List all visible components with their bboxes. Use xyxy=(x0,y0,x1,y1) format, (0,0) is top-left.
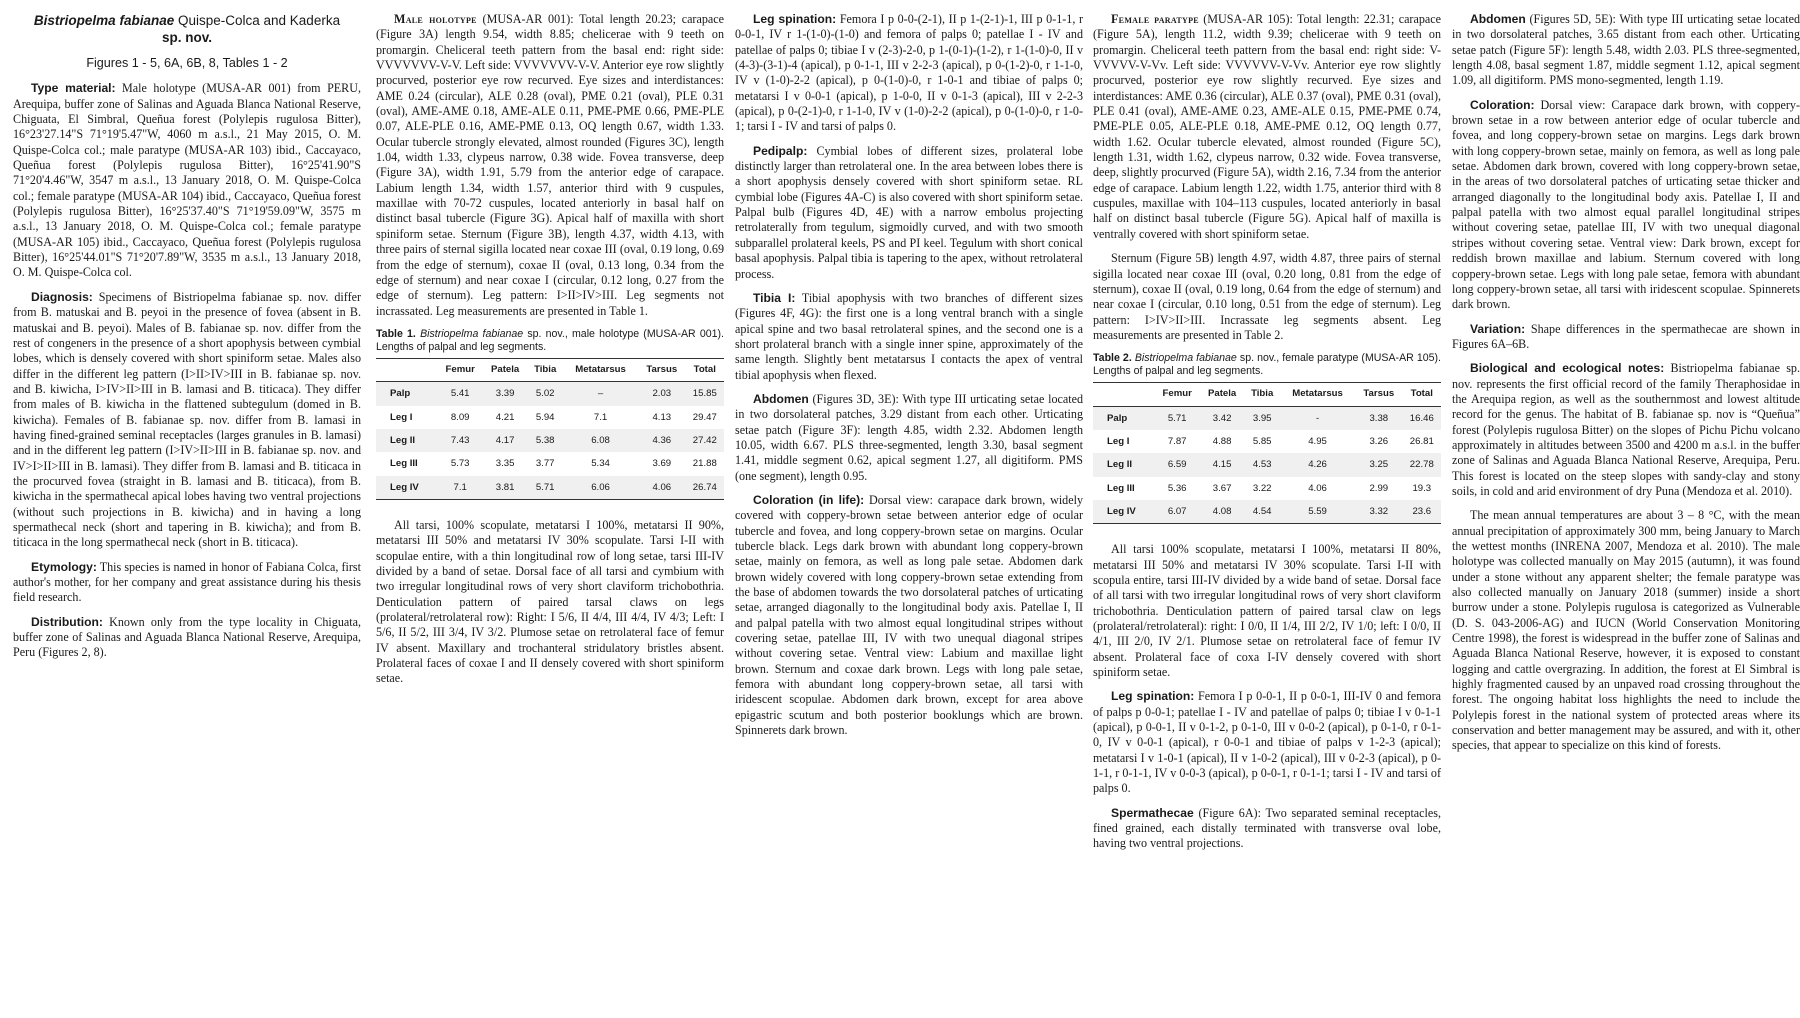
column-2 xyxy=(376,12,724,696)
table-row xyxy=(1093,406,1441,430)
table-1 xyxy=(376,358,724,500)
table-cell: – xyxy=(563,382,638,406)
table-header-cell: Patela xyxy=(483,358,527,381)
species-title xyxy=(13,12,361,46)
distribution-paragraph: Distribution: Known only from the type locality in Chiguata, buffer zone of Salinas and Aguada Blanca National Reserve, Arequipa, Peru (Figures 2, 8). xyxy=(13,614,361,660)
table-row xyxy=(376,406,724,429)
table-cell: 29.47 xyxy=(692,411,717,423)
table-cell: 3.39 xyxy=(483,382,527,406)
table-cell: 3.77 xyxy=(535,458,555,470)
table-cell: 4.06 xyxy=(638,476,686,500)
table-cell: 5.34 xyxy=(591,458,610,470)
male-holotype-paragraph: Male holotype (MUSA-AR 001): Total length 20.23; carapace (Figure 3A) length 9.54, width 8.85; chelicerae with 9 teeth on promargin. Cheliceral teeth pattern from the basal end: right side: VVVVVVV-V-V. Left side: VVVVVVV-V-V. Anterior eye row slightly procurved, posterior eye row recurved. Eye sizes and interdistances: AME 0.24 (circular), ALE 0.28 (oval), PME 0.21 (oval), PLE 0.31 (oval), AME-AME 0.18, AME-ALE 0.11, PME-PME 0.66, PME-PLE 0.07, ALE-PLE 0.16, AME-PME 0.13, OQ length 0.67, width 1.33. Ocular tubercle strongly elevated, almost rounded (Figures 3C), length 1.04, width 1.33, clypeus narrow, 0.38 wide. Fovea transverse, deep (Figure 3A), width 1.91, 5.79 from the anterior edge of carapace. Labium length 1.34, width 1.57, anterior third with 9 cuspules, maxillae with 70-72 cuspules, located anteriorly in basal half on distinct basal tubercle (Figure 3G). Apical half of maxilla with short spiniform setae. Sternum (Figure 3B), length 4.37, width 4.13, with three pairs of sternal sigilla located near coxae III (oval, 0.19 long, 0.69 from the edge of sternum), coxae II (oval, 0.13 long, 0.34 from the edge of sternum) and near coxae I (circular, 0.12 long, 0.27 from the edge of sternum). Leg pattern: I>II>IV>III. Leg segments not incrassated. Leg measurements are presented in Table 1. xyxy=(376,12,724,318)
figure-references: Figures 1 - 5, 6A, 6B, 8, Tables 1 - 2 xyxy=(86,56,288,70)
abdomen-paragraph-male: Abdomen (Figures 3D, 3E): With type III urticating setae located in two dorsolateral patches, 3.29 distant from each other. Urticating setae patch (Figure 3F): length 4.85, width 2.32. Abdomen length 10.05, width 6.67. PLS three-segmented, length 3.30, basal segment 1.41, middle segment 0.62, apical segment 1.27, all digitiform. PMS (one segment), length 0.95. xyxy=(735,391,1084,483)
table-cell: 5.73 xyxy=(450,458,470,470)
table-cell: 5.41 xyxy=(437,382,483,406)
column-5 xyxy=(1452,12,1800,763)
table-cell: 7.1 xyxy=(437,476,483,500)
table-cell: 16.46 xyxy=(1403,406,1441,430)
leg-spination-paragraph-female: Leg spination: Femora I p 0-0-1, II p 0-0-1, III-IV 0 and femora of palps p 0-0-1; patellae I - IV and patellae of palps 0; tibiae I v 0-1-1 (apical), p 0-0-1, II v 0-1-2, p 0-1-0, III v 0-0-2 (apical), p 0-1-0, r 0-1-0, IV v 0-0-1 (apical), r 0-0-1 and tibiae of palps v 1-2-3 (apical); metatarsi I v 1-0-1 (apical), II v 1-0-2 (apical), III v 0-2-3 (apical), p 0-1-1, r 0-1-1, IV v 0-0-3 (apical), p 0-0-1, r 0-1-1; tarsi I - IV and tarsi of palps 0. xyxy=(1093,689,1441,796)
table-cell: 5.36 xyxy=(1167,482,1187,494)
table-header-cell: Total xyxy=(686,358,724,381)
table-row xyxy=(376,429,724,452)
female-paratype-paragraph: Female paratype (MUSA-AR 105): Total length: 22.31; carapace (Figure 5A), length 11.2, width 9.39; chelicerae with 9 teeth on promargin. Cheliceral teeth pattern from the basal end: right side: V-VVVVV-V-Vv. Left side: VVVVVV-V-Vv. Anterior eye row slightly procurved, posterior eye row slightly recurved. Eye sizes and interdistances: AME 0.36 (circular), ALE 0.37 (oval), PME 0.31 (oval), PLE 0.41 (oval), AME-AME 0.23, AME-ALE 0.15, PME-PME 0.74, PME-PLE 0.05, ALE-PLE 0.18, AME-PME 0.12, OQ length 0.77, width 1.62. Ocular tubercle elevated, almost rounded (Figure 5C), length 1.31, width 1.62, clypeus narrow, 0.32 wide. Fovea transverse, deep, slightly procurved (Figure 5A), width 2.16, 7.34 from the anterior edge of carapace. Labium length 1.22, width 1.75, anterior third with 8 cuspules, maxillae with 104–113 cuspules, located anteriorly in basal half on distinct basal tubercle (Figure 5G). Apical half of maxilla is ventrally covered with short spiniform setae. xyxy=(1093,12,1441,241)
species-authors: Quispe-Colca and Kaderka xyxy=(177,13,341,28)
table-cell: 7.87 xyxy=(1167,435,1187,447)
table-row xyxy=(1093,430,1441,453)
table-cell: 7.43 xyxy=(437,429,483,452)
table-row-label: Leg II xyxy=(1093,453,1154,476)
table-cell: 3.25 xyxy=(1355,453,1403,476)
table-cell: 5.94 xyxy=(535,411,555,423)
table-cell: 7.1 xyxy=(593,411,608,423)
table-cell: 3.69 xyxy=(652,458,672,470)
table-cell: 4.17 xyxy=(483,429,527,452)
table-cell: 5.85 xyxy=(1252,435,1272,447)
table-cell: 5.59 xyxy=(1280,500,1355,524)
table-cell: 3.22 xyxy=(1252,482,1272,494)
table-cell: 3.67 xyxy=(1212,482,1232,494)
table-row xyxy=(1093,500,1441,524)
etymology-paragraph: Etymology: This species is named in honor of Fabiana Colca, first author's mother, for her company and great assistance during his thesis field research. xyxy=(13,559,361,605)
table-cell: 6.59 xyxy=(1154,453,1200,476)
table-row-label: Leg I xyxy=(390,411,413,423)
table-row-label: Leg III xyxy=(390,458,418,470)
tibia-paragraph: Tibia I: Tibial apophysis with two branches of different sizes (Figures 4F, 4G): the first one is a long ventral branch with a single apical spine and two basal retrolateral spines, and the second one is a short prolateral branch with a single inner spine, approximately of the same length. Slightly bent metatarsus I contacts the apex of ventral tibial apophysis when flexed. xyxy=(735,290,1083,382)
table-cell: 4.54 xyxy=(1244,500,1280,524)
species-name: Bistriopelma fabianae xyxy=(33,13,175,28)
table-row-label: Leg IV xyxy=(376,476,437,500)
table-header-cell: Tarsus xyxy=(638,358,686,381)
table-row-label: Leg I xyxy=(1107,435,1130,447)
table-cell: 4.15 xyxy=(1200,453,1244,476)
sternum-paragraph: Sternum (Figure 5B) length 4.97, width 4.87, three pairs of sternal sigilla located near coxae III (oval, 0.20 long, 0.81 from the edge of sternum), coxae II (oval, 0.19 long, 0.64 from the edge of sternum) and near coxae I (circular, 0.10 long, 0.51 from the edge of sternum). Leg pattern: I>IV>II>III. Incrassate leg segments absent. Leg measurements are presented in Table 2. xyxy=(1093,251,1441,342)
abdomen-paragraph-female: Abdomen (Figures 5D, 5E): With type III urticating setae located in two dorsolateral patches, 3.65 distant from each other. Urticating setae patch (Figure 5F): length 5.48, width 2.03. PLS three-segmented, length 4.08, basal segment 1.87, middle segment 1.12, apical segment 1.09, all digitiform. PMS mono-segmented, length 1.19. xyxy=(1452,12,1800,88)
diagnosis-paragraph: Diagnosis: Specimens of Bistriopelma fabianae sp. nov. differ from B. matuskai and B. peyoi in the presence of fovea (absent in B. matuskai and B. peyoi). Males of B. fabianae sp. nov. differ from the rest of congeners in the presence of a short apophysis between cymbial lobes, which is densely covered with short spiniform setae. Males also differ in the different leg pattern (I>II>IV>III in B. fabianae sp. nov. and B. kiwicha, I>IV>II>III in B. lamasi and B. titicaca). They differ from males of B. kiwicha in the flattened subtegulum (domed in B. kiwicha). Females of B. fabianae sp. nov. differ from B. lamasi in having fined-grained seminal receptacles (larges granules in B. lamasi) and in the different leg pattern (I>IV>II>III in B. fabianae sp. nov. and IV>I>II>III in B. lamasi). They differ from B. lamasi and B. titicaca in the procurved fovea (straight in B. lamasi and B. titicaca), from B. kiwicha in the spermathecal apical lobes having two ventral projections (without such projections in B. kiwicha) and in having a long spermathecal neck (short and tapering in B. kiwicha); and from B. titicaca in the long spermathecal neck (short in B. titicaca). xyxy=(13,289,361,550)
type-material-paragraph: Type material: Male holotype (MUSA-AR 001) from PERU, Arequipa, buffer zone of Salinas and Aguada Blanca National Reserve, Chiguata, El Simbral, Queñua forest (Polylepis rugulosa Bitter), 16°23'27.14"S 71°19'5.47"W, 4060 m a.s.l., 21 May 2015, O. M. Quispe-Colca col.; male paratype (MUSA-AR 103) ibid., Caccayaco, Queñua forest (Polylepis rugulosa Bitter), 16°25'41.90"S 71°20'4.46"W, 3547 m a.s.l., 13 January 2018, O. M. Quispe-Colca col.; female paratype (MUSA-AR 104) ibid., Caccayaco, Queñua forest (Polylepis rugulosa Bitter), 16°25'37.40"S 71°19'59.09"W, 3575 m a.s.l., 13 January 2018, O. M. Quispe-Colca col.; female paratype (MUSA-AR 105) ibid., Caccayaco, Queñua forest (Polylepis rugulosa Bitter), 16°25'44.01"S 71°20'7.89"W, 3535 m a.s.l., 13 January 2018, O. M. Quispe-Colca col. xyxy=(13,81,362,280)
table-cell: 4.95 xyxy=(1308,435,1327,447)
tarsi-paragraph-male: All tarsi, 100% scopulate, metatarsi I 100%, metatarsi II 90%, metatarsi III 50% and metatarsi IV 30% scopulate. Tarsi I-II with scopulae entire, with a thin longitudinal row of long setae, tarsi III-IV divided by a band of setae. Dorsal face of all tarsi and cymbium with two irregular longitudinal rows of very short claviform trichobothria. Denticulation pattern of paired tarsal claws on legs (prolateral/retrolateral row): Right: I 5/6, II 4/4, III 4/4, IV 4/3; Left: I 5/6, II 5/2, III 3/4, IV 3/2. Plumose setae on retrolateral face of femur IV absent. Maxillary and trochanteral stridulatory bristles absent. Prolateral faces of coxae I and II densely covered with short spiniform setae. xyxy=(376,517,724,686)
table-cell: 5.38 xyxy=(527,429,563,452)
table-row-label: Palp xyxy=(1093,406,1154,430)
table-cell: 22.78 xyxy=(1403,453,1441,476)
table-header-cell: Metatarsus xyxy=(1280,383,1355,406)
table-cell: 5.71 xyxy=(527,476,563,500)
table-cell: 2.99 xyxy=(1369,482,1389,494)
table-cell: 26.81 xyxy=(1409,435,1434,447)
table-cell: 3.81 xyxy=(483,476,527,500)
table-row xyxy=(376,476,724,500)
table-cell: 3.26 xyxy=(1369,435,1389,447)
table-row xyxy=(376,452,724,475)
table-cell: 3.38 xyxy=(1355,406,1403,430)
table-cell: 4.36 xyxy=(638,429,686,452)
table-cell: 19.3 xyxy=(1412,482,1432,494)
table-cell: 4.26 xyxy=(1280,453,1355,476)
column-1 xyxy=(13,12,361,670)
table-cell: 3.32 xyxy=(1355,500,1403,524)
table-cell: 15.85 xyxy=(686,382,724,406)
table-cell: 6.06 xyxy=(563,476,638,500)
table-cell: 6.08 xyxy=(563,429,638,452)
column-3 xyxy=(735,12,1083,747)
table-row xyxy=(376,382,724,406)
table-cell: 27.42 xyxy=(686,429,724,452)
table-header-cell: Tibia xyxy=(527,358,563,381)
temperatures-paragraph: The mean annual temperatures are about 3 – 8 °C, with the mean annual precipitation of approximately 300 mm, being January to March the wettest months (INRENA 2007, Mendoza et al. 2010). The male holotype was collected manually on May 2015 (autumn), it was found under a stone without any apparent shelter; the female paratype was also collected manually on January 2018 (summer) inside a short burrow under a stone. Polylepis rugulosa is categorized as Vulnerable (D. S. 043-2006-AG) and IUCN (World Conservation Monitoring Centre 1998), the forest is widespread in the buffer zone of Salinas and Aguada Blanca National Reserve, however, it is exposed to constant logging and cattle overgrazing. In addition, the forest at El Simbral is highly fragmented caused by an unpaved road crossing throughout the forest. The ongoing habitat loss highlights the need to include the Polylepis forest in the national system of protected areas where its conservation and better management may be assured, and with it, other species, that appear to specialize on this kind of forests. xyxy=(1452,508,1800,753)
table-cell: 4.06 xyxy=(1308,482,1327,494)
table-row-label: Leg IV xyxy=(1093,500,1154,524)
variation-paragraph: Variation: Shape differences in the spermathecae are shown in Figures 6A–6B. xyxy=(1452,321,1800,351)
table-cell: 4.53 xyxy=(1244,453,1280,476)
biological-notes-paragraph: Biological and ecological notes: Bistriopelma fabianae sp. nov. represents the first official record of the family Theraphosidae in the Arequipa region, as well as the southernmost and lowest altitude record for the genus. The habitat of B. fabianae sp. nov is “Queñua” forest (Polylepis rugulosa Bitter) on the slopes of Pichu Pichu volcano approximately in altitudes between 3500 and 4200 m a.s.l. in the buffer zone of Salinas and Aguada Blanca National Reserve, Arequipa, Peru. This forest is located on the steep slopes with sandy-clay and stony soils, in cold and arid environment of dry Puna (Mendoza et al. 2010). xyxy=(1452,361,1800,498)
table-cell: 21.88 xyxy=(692,458,717,470)
table-cell: 4.08 xyxy=(1200,500,1244,524)
table-row-label: Leg III xyxy=(1107,482,1135,494)
table-header-cell: Patela xyxy=(1200,383,1244,406)
table-cell: 4.88 xyxy=(1212,435,1232,447)
table-cell: 5.71 xyxy=(1154,406,1200,430)
table-header-cell: Femur xyxy=(437,358,483,381)
column-4 xyxy=(1093,12,1441,861)
table-header-cell xyxy=(376,358,437,381)
table-row xyxy=(1093,477,1441,500)
table-header-cell: Tarsus xyxy=(1355,383,1403,406)
table-1-caption: Table 1. Bistriopelma fabianae sp. nov., male holotype (MUSA-AR 001). Lengths of palpal and leg segments. xyxy=(376,327,724,353)
table-2 xyxy=(1093,382,1441,524)
pedipalp-paragraph: Pedipalp: Cymbial lobes of different sizes, prolateral lobe distinctly larger than retrolateral one. In the area between lobes there is a short apophysis densely covered with short spiniform setae. RL cymbial lobe (Figures 4A-C) is also covered with short spiniform setae. Palpal bulb (Figures 4D, 4E) with a narrow embolus projecting retrolaterally from tegulum, sigmoidly curved, and with two smooth subparallel prolateral keels, PS and PI keel. Tegulum with short conical basal apophysis. Palpal tibia is tapering to the apex, without retrolateral process. xyxy=(735,143,1083,281)
table-cell: 3.95 xyxy=(1244,406,1280,430)
table-header-cell: Metatarsus xyxy=(563,358,638,381)
table-cell: - xyxy=(1280,406,1355,430)
table-cell: 2.03 xyxy=(638,382,686,406)
table-cell: 5.02 xyxy=(527,382,563,406)
table-cell: 26.74 xyxy=(686,476,724,500)
table-header-cell xyxy=(1093,383,1154,406)
tarsi-paragraph-female: All tarsi 100% scopulate, metatarsi I 100%, metatarsi II 80%, metatarsi III 50% and metatarsi IV 30% scopulate. Tarsi I-II with scopula entire, tarsi III-IV divided by a wide band of setae. Dorsal face of all tarsi with two irregular longitudinal rows of very short claviform trichobothria. Denticulation pattern of paired tarsal claw on legs (prolateral/retrolateral): right: I 0/0, II 1/4, III 2/2, IV 1/0; left: I 0/0, II 4/1, III 2/0, IV 2/1. Plumose setae on retrolateral face of femur IV absent. Prolateral face of coxa I-IV densely covered with short spiniform setae. xyxy=(1093,542,1441,680)
spermathecae-paragraph: Spermathecae (Figure 6A): Two separated seminal receptacles, fined grained, each distally terminated with transverse oval lobe, having two ventral projections. xyxy=(1093,805,1442,851)
table-2-caption: Table 2. Bistriopelma fabianae sp. nov., female paratype (MUSA-AR 105). Lengths of palpal and leg segments. xyxy=(1093,352,1441,378)
table-cell: 8.09 xyxy=(450,411,470,423)
table-cell: 6.07 xyxy=(1154,500,1200,524)
table-header-cell: Tibia xyxy=(1244,383,1280,406)
coloration-paragraph-male: Coloration (in life): Dorsal view: carapace dark brown, widely covered with coppery-brown setae between anterior edge of ocular tubercle and fovea, and long coppery-brown setae on margins. Ocular tubercle black. Legs dark brown with abundant long coppery-brown setae, mainly on femora, as well as long pale setae. Abdomen dark brown widely covered with long coppery-brown setae extending from the base of abdomen towards the two dorsolateral patches of urticating setae, arranged diagonally to the longitudinal body axis. Patellae I, II and palpal patella with two almost equal longitudinal stripes without covering setae, patellae III, IV with two unequal diagonal stripes without covering setae. Ventral view: Labium and maxillae light brown. Sternum and coxae dark brown. Legs with long pale setae, femora with abundant long coppery-brown setae, all tarsi with iridescent scopulae. Abdomen dark brown, except for area above epigastric scutum and both posterior booklungs which are brown. Spinnerets dark brown. xyxy=(735,492,1083,738)
coloration-paragraph-female: Coloration: Dorsal view: Carapace dark brown, with coppery-brown setae in a row between anterior edge of ocular tubercle and fovea, and long coppery-brown setae on margins. Legs dark brown with long coppery-brown setae, mainly on femora, as well as long pale setae. Abdomen dark brown, covered with long coppery-brown setae, in the areas of two dorsolateral patches of urticating setae thicker and arranged diagonally to the longitudinal body axis. Patellae I, II and palpal patella with two almost equal parallel longitudinal stripes without covering setae, patellae III, IV with two unequal diagonal stripes without covering setae. Ventral view: Dark brown, except for reddish brown maxillae and labium. Sternum covered with long coppery-brown setae. Legs with long pale setae, femora with abundant long coppery-brown setae, all tarsi with iridescent scopulae. Spinnerets dark brown. xyxy=(1452,97,1800,312)
leg-spination-paragraph-male: Leg spination: Femora I p 0-0-(2-1), II p 1-(2-1)-1, III p 0-1-1, r 0-0-1, IV r 1-(1-0)-(1-0) and femora of palps 0; patellae I - IV and patellae of palps 0; tibiae I v (2-3)-2-0, p 1-(0-1)-(1-2), r 1-(1-0)-0, II v (4-3)-(3-1)-4 (apical), p 0-1-1, III v 2-2-3 (apical), p 0-(1-2)-0, r 1-1-0, IV v (1-0)-2-2 (apical), p 0-(1-0)-0, r 1-0-1 and tibiae of palps 0; metatarsi I v 0-0-1 (apical), p 1-0-0, II v 0-1-3 (apical), III v 2-2-3 (apical), p 0-(2-1)-0, r 1-1-0, IV v (1-0)-2-2 (apical), p 0-(1-0)-0, r 1-0-1; tarsi I - IV and tarsi of palps 0. xyxy=(735,12,1083,134)
table-row-label: Palp xyxy=(376,382,437,406)
table-header-cell: Femur xyxy=(1154,383,1200,406)
table-cell: 3.35 xyxy=(495,458,515,470)
table-row-label: Leg II xyxy=(376,429,437,452)
table-cell: 3.42 xyxy=(1200,406,1244,430)
table-header-cell: Total xyxy=(1403,383,1441,406)
table-cell: 23.6 xyxy=(1403,500,1441,524)
table-row xyxy=(1093,453,1441,476)
table-cell: 4.13 xyxy=(652,411,672,423)
table-cell: 4.21 xyxy=(495,411,515,423)
species-status: sp. nov. xyxy=(161,30,212,45)
